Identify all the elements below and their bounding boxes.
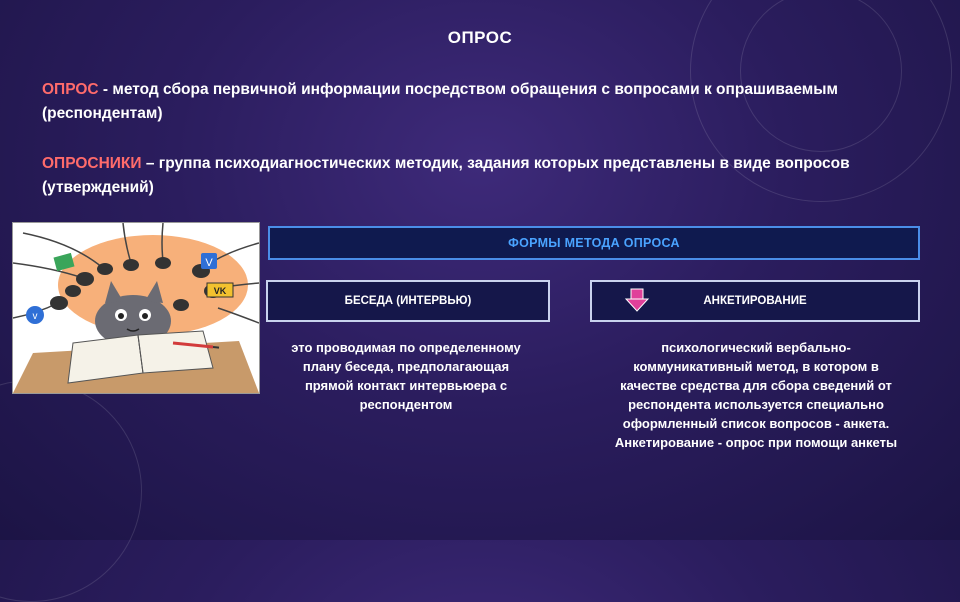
svg-text:v: v [32, 311, 38, 322]
forms-header-label: ФОРМЫ МЕТОДА ОПРОСА [508, 236, 680, 250]
arrow-down-icon [624, 287, 650, 313]
decorative-ring [0, 380, 142, 602]
questionnaire-label: АНКЕТИРОВАНИЕ [703, 295, 807, 307]
svg-text:V: V [205, 257, 213, 269]
definition-survey-text: - метод сбора первичной информации посредством обращения с вопросами к опрашиваемым (респондентам) [42, 81, 838, 122]
term-questionnaires: ОПРОСНИКИ [42, 155, 142, 172]
illustration-cat-interview [12, 222, 260, 394]
questionnaire-description: психологический вербально-коммуникативный метод, в котором в качестве средства для сбора сведений от респондента используется специально оформленный список вопросов - анкета. Анкетирование - опрос при помощи анкеты [614, 340, 898, 450]
definition-questionnaires [42, 152, 922, 200]
definition-questionnaires-text: – группа психодиагностических методик, задания которых представлены в виде вопросов (утверждений) [42, 155, 850, 196]
vk-logo-icon [207, 283, 233, 297]
definition-survey [42, 78, 922, 126]
conversation-label: БЕСЕДА (ИНТЕРВЬЮ) [344, 295, 472, 307]
slide-title: ОПРОС [447, 28, 513, 47]
term-survey: ОПРОС [42, 81, 99, 98]
conversation-description: это проводимая по определенному плану беседа, предполагающая прямой контакт интервьюера с респондентом [291, 340, 521, 412]
svg-text:VK: VK [213, 286, 227, 296]
conversation-box [266, 280, 550, 322]
forms-header-box [268, 226, 920, 260]
